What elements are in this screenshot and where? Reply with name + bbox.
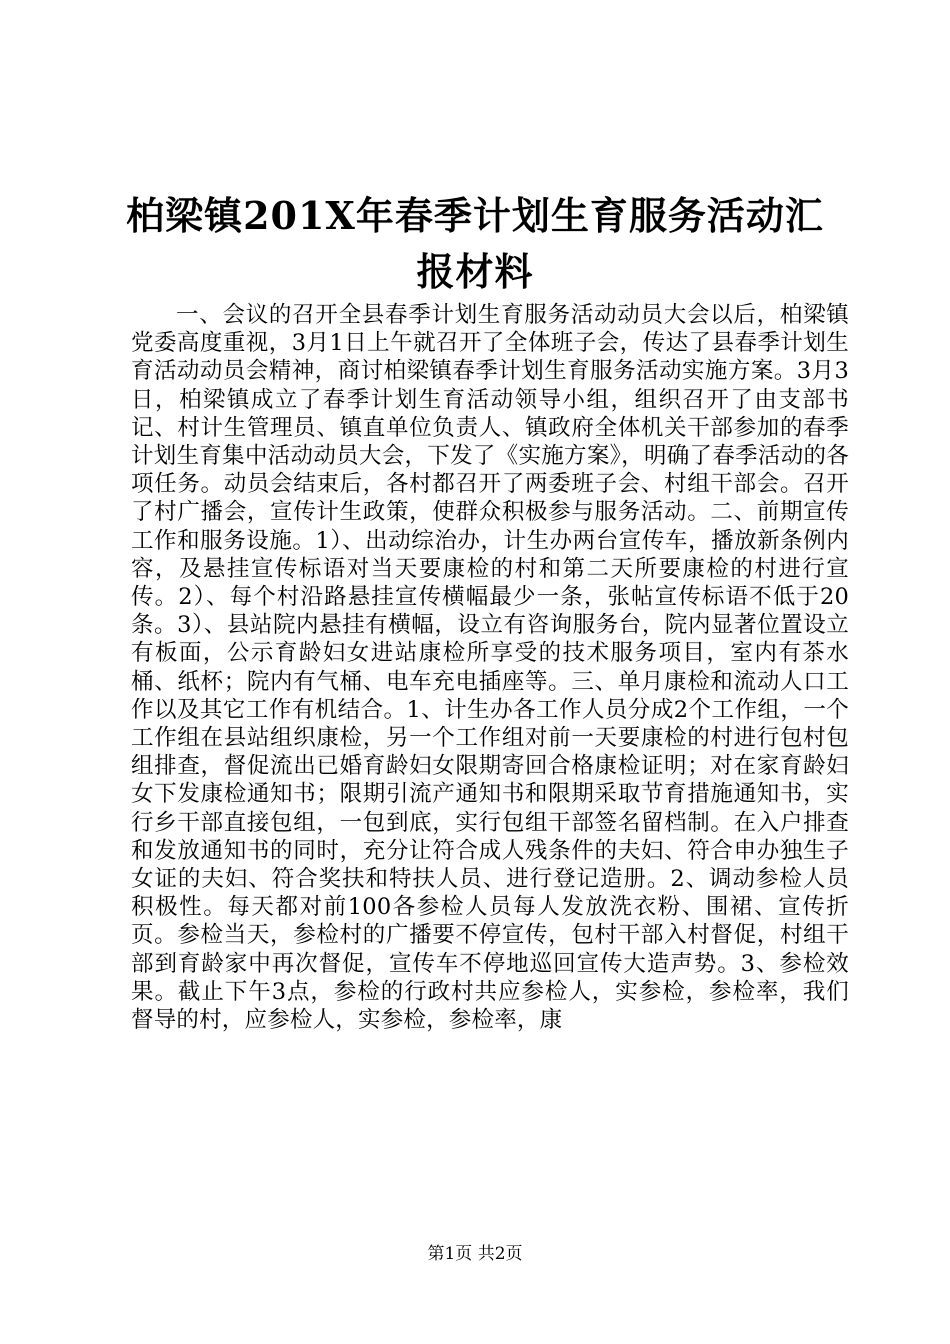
- document-title: 柏梁镇201X年春季计划生育服务活动汇报材料: [126, 193, 824, 294]
- document-body: 一、会议的召开全县春季计划生育服务活动动员大会以后，柏梁镇党委高度重视，3月1日上午就召开了全体班子会，传达了县春季计划生育活动动员会精神，商讨柏梁镇春季计划生育服务活动实施方案。3月3日，柏梁镇成立了春季计划生育活动领导小组，组织召开了由支部书记、村计生管理员、镇直单位负责人、镇政府全体机关干部参加的春季计划生育集中活动动员大会，下发了《实施方案》，明确了春季活动的各项任务。动员会结束后，各村都召开了两委班子会、村组干部会。召开了村广播会，宣传计生政策，使群众积极参与服务活动。二、前期宣传工作和服务设施。1）、出动综治办，计生办两台宣传车，播放新条例内容，及悬挂宣传标语对当天要康检的村和第二天所要康检的村进行宣传。2）、每个村沿路悬挂宣传横幅最少一条，张帖宣传标语不低于20条。3）、县站院内悬挂有横幅，设立有咨询服务台，院内显著位置设立有板面，公示育龄妇女进站康检所享受的技术服务项目，室内有茶水桶、纸杯；院内有气桶、电车充电插座等。三、单月康检和流动人口工作以及其它工作有机结合。1、计生办各工作人员分成2个工作组，一个工作组在县站组织康检，另一个工作组对前一天要康检的村进行包村包组排查，督促流出已婚育龄妇女限期寄回合格康检证明；对在家育龄妇女下发康检通知书；限期引流产通知书和限期采取节育措施通知书，实行乡干部直接包组，一包到底，实行包组干部签名留档制。在入户排查和发放通知书的同时，充分让符合成人残条件的夫妇、符合申办独生子女证的夫妇、符合奖扶和特扶人员、进行登记造册。2、调动参检人员积极性。每天都对前100各参检人员每人发放洗衣粉、围裙、宣传折页。参检当天，参检村的广播要不停宣传，包村干部入村督促，村组干部到育龄家中再次督促，宣传车不停地巡回宣传大造声势。3、参检效果。截止下午3点，参检的行政村共应参检人，实参检，参检率，我们督导的村，应参检人，实参检，参检率，康: [131, 302, 849, 1034]
- page-footer: 第1页 共2页: [427, 1244, 523, 1264]
